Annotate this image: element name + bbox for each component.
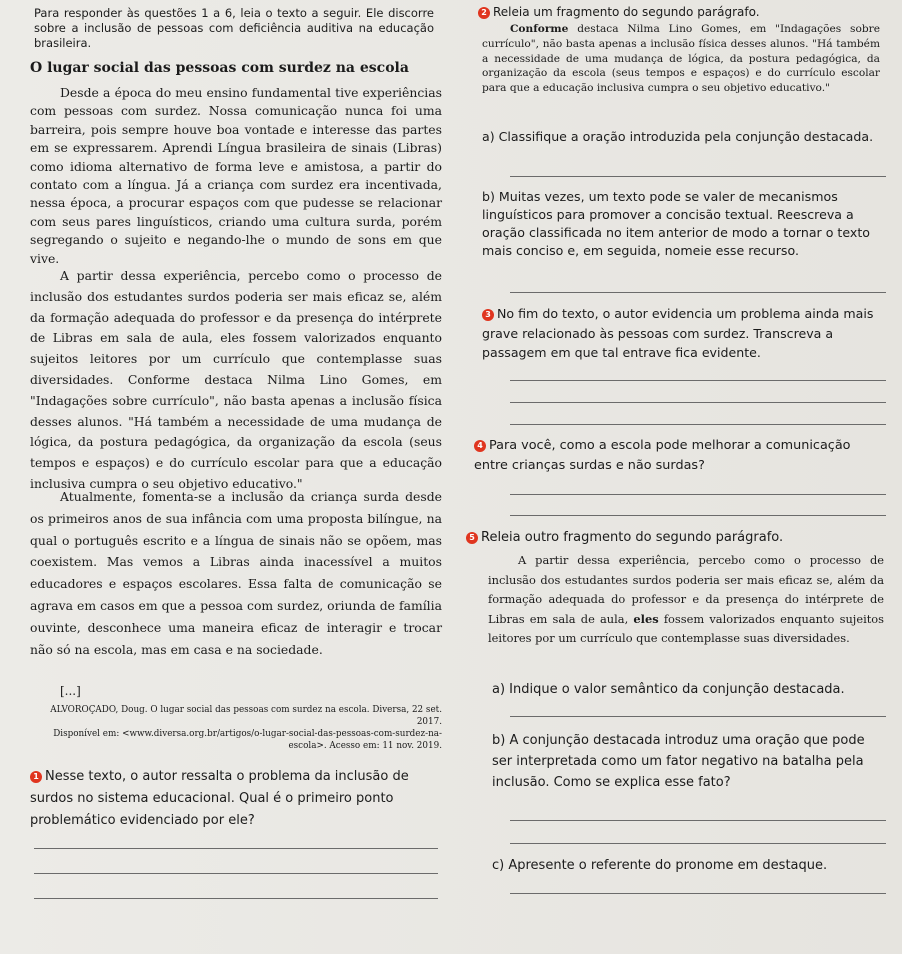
- quote-2-text-end: fossem valorizados enquanto sujeitos leitores por um currículo que contemplasse suas diversidades.: [488, 611, 884, 646]
- article-reference: [30, 704, 442, 752]
- reference-line-2: Disponível em: <www.diversa.org.br/artigos/o-lugar-social-das-pessoas-com-surdez-na-: [53, 729, 442, 739]
- answer-line[interactable]: [510, 292, 886, 293]
- question-5: [466, 528, 878, 547]
- question-5-text: Releia outro fragmento do segundo parágrafo.: [481, 530, 784, 545]
- question-5a: a) Indique o valor semântico da conjunção destacada.: [492, 682, 845, 697]
- question-2: [478, 4, 878, 20]
- answer-line[interactable]: [34, 873, 438, 874]
- quote-1-text: destaca Nilma Lino Gomes, em "Indagações sobre currículo", não basta apenas a inclusão física desses alunos. "Há também a necessidade de uma mudança de lógica, da postura pedagógica, da organização da escola (seus tempos e espaços) e do currículo escolar para que a educação inclusiva cumpra o seu objetivo educativo.": [482, 23, 880, 95]
- quote-2-text-start: A partir dessa experiência, percebo como o processo de inclusão dos estudantes surdos poderia ser mais eficaz se, além da formação adequada do professor e da presença do intérprete de Libras em sala de aula,: [488, 553, 884, 626]
- paragraph-1-text: Desde a época do meu ensino fundamental tive experiências com pessoas com surdez. Nossa comunicação nunca foi uma barreira, pois sempre houve boa vontade e interesse das partes em se expressarem. Aprendi Língua brasileira de sinais (Libras) como idioma alternativo de forma leve e amistosa, a partir do contato com a língua. Já a criança com surdez era incentivada, nessa época, a procurar espaços com que pudesse se relacionar com seus pares linguísticos, criando uma cultura surda, porém segregando o sujeito e negando-lhe o mundo de sons em que vive.: [30, 85, 442, 266]
- question-5-number: 5: [466, 532, 478, 544]
- reference-line-1: ALVOROÇADO, Doug. O lugar social das pessoas com surdez na escola. Diversa, 22 set. 2017.: [50, 705, 442, 727]
- article-paragraph-2: [30, 266, 442, 495]
- answer-line[interactable]: [510, 716, 886, 717]
- answer-line[interactable]: [510, 402, 886, 403]
- quoted-fragment-1: [482, 22, 880, 96]
- reading-instructions: Para responder às questões 1 a 6, leia o texto a seguir. Ele discorre sobre a inclusão de pessoas com deficiência auditiva na educação brasileira.: [34, 6, 434, 50]
- question-2-number: 2: [478, 7, 490, 19]
- answer-line[interactable]: [510, 494, 886, 495]
- answer-line[interactable]: [510, 380, 886, 381]
- answer-line[interactable]: [510, 176, 886, 177]
- question-1: [30, 766, 438, 832]
- answer-line[interactable]: [510, 820, 886, 821]
- question-3: [482, 304, 880, 363]
- question-3-text: No fim do texto, o autor evidencia um problema ainda mais grave relacionado às pessoas com surdez. Transcreva a passagem em que tal entrave fica evidente.: [482, 306, 874, 360]
- answer-line[interactable]: [510, 893, 886, 894]
- answer-line[interactable]: [510, 843, 886, 844]
- question-3-number: 3: [482, 309, 494, 321]
- article-paragraph-1: [30, 84, 442, 268]
- ellipsis: [...]: [60, 684, 81, 698]
- answer-line[interactable]: [510, 424, 886, 425]
- quoted-fragment-2: [488, 551, 884, 649]
- article-title: O lugar social das pessoas com surdez na escola: [30, 60, 409, 76]
- question-4: [474, 436, 882, 476]
- highlighted-conjunction: Conforme: [510, 23, 569, 35]
- question-1-text: Nesse texto, o autor ressalta o problema da inclusão de surdos no sistema educacional. Qual é o primeiro ponto problemático evidenciado por ele?: [30, 769, 409, 828]
- highlighted-pronoun: eles: [633, 611, 659, 626]
- question-2b: b) Muitas vezes, um texto pode se valer de mecanismos linguísticos para promover a concisão textual. Reescreva a oração classificada no item anterior de modo a tornar o texto mais conciso e, em seguida, nomeie esse recurso.: [482, 189, 870, 258]
- question-5c: c) Apresente o referente do pronome em destaque.: [492, 858, 828, 873]
- question-1-number: 1: [30, 771, 42, 783]
- answer-line[interactable]: [510, 515, 886, 516]
- question-5b: b) A conjunção destacada introduz uma oração que pode ser interpretada como um fator negativo na batalha pela inclusão. Como se explica esse fato?: [492, 733, 865, 790]
- paragraph-3-text: Atualmente, fomenta-se a inclusão da criança surda desde os primeiros anos de sua infância com uma proposta bilíngue, na qual o português escrito e a língua de sinais não se opõem, mas coexistem. Mas vemos a Libras ainda inacessível a muitos educadores e espaços escolares. Essa falta de comunicação se agrava em casos em que a pessoa com surdez, oriunda de família ouvinte, desconhece uma maneira eficaz de interagir e trocar não só na escola, mas em casa e na sociedade.: [30, 489, 442, 657]
- answer-line[interactable]: [34, 898, 438, 899]
- question-4-number: 4: [474, 440, 486, 452]
- reference-line-3: escola>. Acesso em: 11 nov. 2019.: [288, 741, 442, 751]
- answer-line[interactable]: [34, 848, 438, 849]
- question-4-text: Para você, como a escola pode melhorar a comunicação entre crianças surdas e não surdas?: [474, 438, 851, 473]
- question-2a: a) Classifique a oração introduzida pela conjunção destacada.: [482, 129, 874, 144]
- question-2-text: Releia um fragmento do segundo parágrafo.: [493, 5, 760, 19]
- paragraph-2-text: A partir dessa experiência, percebo como o processo de inclusão dos estudantes surdos poderia ser mais eficaz se, além da formação adequada do professor e da presença do intérprete de Libras em sala de aula, eles fossem valorizados enquanto sujeitos leitores por um currículo que contemplasse suas diversidades. Conforme destaca Nilma Lino Gomes, em "Indagações sobre currículo", não basta apenas a inclusão física desses alunos. "Há também a necessidade de uma mudança de lógica, da postura pedagógica, da organização da escola (seus tempos e espaços) e do currículo escolar para que a educação inclusiva cumpra o seu objetivo educativo.": [30, 268, 442, 491]
- article-paragraph-3: [30, 486, 442, 660]
